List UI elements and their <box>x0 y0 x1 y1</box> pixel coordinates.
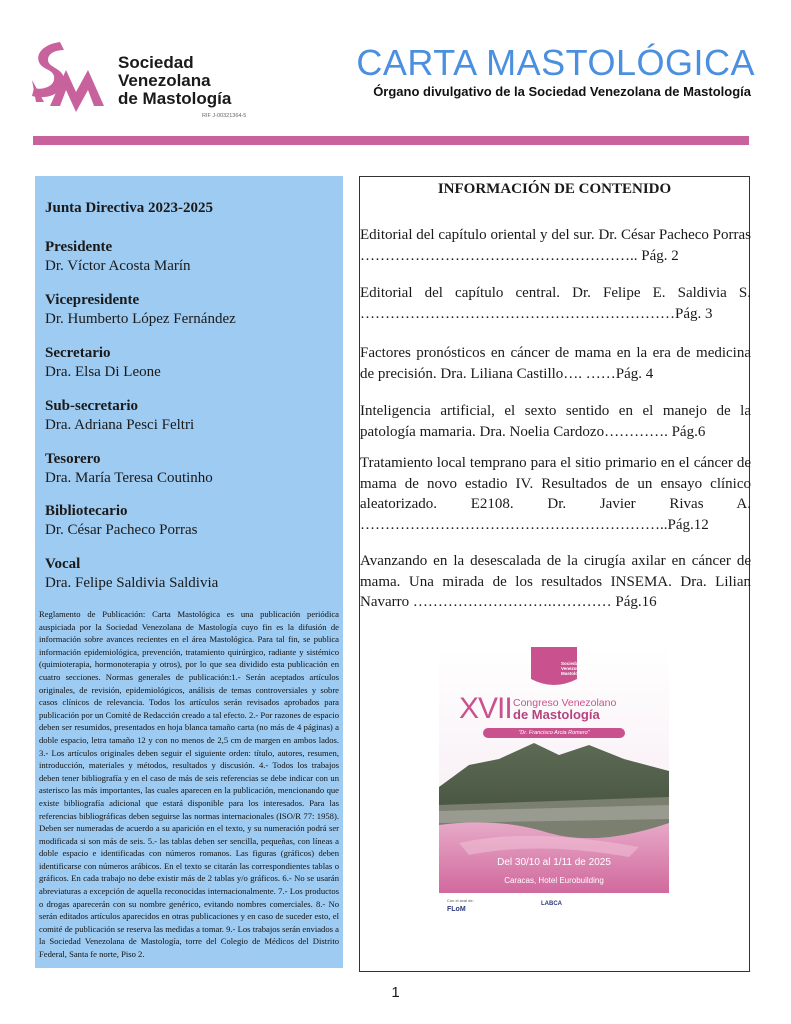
role-name: Dra. Adriana Pesci Feltri <box>45 417 195 433</box>
board-role <box>45 291 236 329</box>
board-panel <box>35 176 343 968</box>
poster-place: Caracas, Hotel Eurobuilding <box>504 876 604 885</box>
sponsor-logo: FLoM <box>447 906 466 913</box>
role-title: Secretario <box>45 345 111 361</box>
publication-rules: Reglamento de Publicación: Carta Mastológica es una publicación periódica auspiciada por la Sociedad Venezolana de Mastología cuyo fin es la difusión de información sobre avances recientes en el área Mastológica. Para tal fin, se publica información epidemiológica, prevención, tratamiento quirúrgico, radiante y sistémico (quimioterapia, hormonoterapia y otros), por lo que sea dividido esta publicación en cuatro secciones. Normas generales de publicación:1.- Serán aceptados artículos originales, de revisión, epidemiológicos, análisis de temas controversiales y sobre casos clínicos de relevancia. Todos los artículos serán revisados aprobados para publicación por un Comité de Redacción creado a tal efecto. 2.- Por razones de espacio deben ser resumidos, presentados en hoja blanca tamaño carta (no más de 4 páginas) a doble espacio, letra tamaño 12 y con no menos de 2,5 cm de margen en ambos lados. 3.- Los artículos originales deben seguir el siguiente orden: título, autores, resumen, introducción, materiales y métodos, resultados y discusión. 4.- Todos los trabajos deben tener bibliografía y en el caso de más de seis referencias se debe indicar con un asterisco las más importantes, las cuales aparecen en la publicación, mencionando que existe bibliografía adicional que estará disponible para los interesados. Para las referencias bibliográficas deben seguirse las normas internacionales (ISO/R 77: 1958). Deben ser numeradas de acuerdo a su aparición en el texto, y su numeración podrá ser modificada si son más de seis. 5.- las tablas deben ser sencilla, pequeñas, con líneas a doble espacio e identificadas con números romanos. Las figuras (gráficos) deben identificarse con números arábicos. En el texto se citarán las correspondientes tablas o gráficos. En cada trabajo no debe existir más de 2 tablas y/o gráficos. 6.- No se usarán abreviaturas a excepción de aquella reconocidas internacionalmente. 7.- Los productos o drogas aparecerán con su nombre genérico, evitando nombres comerciales. 8.- No serán editados artículos aparecidos en otras publicaciones y en caso de suceder esto, el comité de publicación se reserva las medidas a tomar. 9.- Los trabajos serán enviados a la Sociedad Venezolana de Mastología, torre del Colegio de Médicos del Distrito Federal, Santa fe norte, Piso 2. <box>39 609 339 960</box>
role-title: Sub-secretario <box>45 398 139 414</box>
board-title: Junta Directiva 2023-2025 <box>45 200 214 216</box>
role-name: Dra. Elsa Di Leone <box>45 364 161 380</box>
board-role <box>45 344 161 382</box>
society-logo <box>30 40 270 120</box>
board-role <box>45 555 218 593</box>
poster-edition: XVII <box>459 692 512 725</box>
rif-number: RIF J-00321364-5 <box>202 113 247 119</box>
toc-item[interactable]: Editorial del capítulo oriental y del sur. Dr. César Pacheco Porras ……………………………………………….. Pág. 2 <box>360 227 751 264</box>
header-divider <box>33 136 749 145</box>
magazine-subtitle: Órgano divulgativo de la Sociedad Venezolana de Mastología <box>373 84 751 99</box>
congress-poster <box>439 647 669 919</box>
poster-dates: Del 30/10 al 1/11 de 2025 <box>497 857 611 868</box>
role-title: Bibliotecario <box>45 503 128 519</box>
role-title: Tesorero <box>45 451 101 467</box>
toc-item[interactable]: Inteligencia artificial, el sexto sentido en el manejo de la patología mamaria. Dra. Noelia Cardozo…………. Pág.6 <box>360 403 751 440</box>
role-name: Dr. Humberto López Fernández <box>45 311 236 327</box>
board-role <box>45 502 197 540</box>
poster-aval: Con el aval de: <box>447 898 474 903</box>
role-name: Dra. Felipe Saldivia Saldivia <box>45 575 219 591</box>
page-number: 1 <box>391 984 400 1001</box>
poster-society: Sociedad Venezolana de Mastología <box>561 661 593 676</box>
toc-item[interactable]: Tratamiento local temprano para el sitio primario en el cáncer de mama de novo estadio IV. Resultados de un ensayo clínico aleatorizado. E2108. Dr. Javier Rivas A. ……………………………………………………..Pág.12 <box>360 455 751 533</box>
toc-item[interactable]: Factores pronósticos en cáncer de mama en la era de medicina de precisión. Dra. Liliana Castillo…. ……Pág. 4 <box>360 345 751 382</box>
society-name-line: de Mastología <box>118 89 232 108</box>
role-name: Dra. María Teresa Coutinho <box>45 470 213 486</box>
role-title: Vocal <box>45 556 81 572</box>
society-name-line: Venezolana <box>118 71 211 90</box>
society-name <box>118 54 231 108</box>
role-name: Dr. Víctor Acosta Marín <box>45 258 191 274</box>
board-role <box>45 397 194 435</box>
toc-item[interactable]: Avanzando en la desescalada de la cirugía axilar en cáncer de mama. Una mirada de los resultados INSEMA. Dra. Lilian Navarro ……………………….………… Pág.16 <box>360 553 751 610</box>
poster-honoree: "Dr. Francisco Arcia Romero" <box>483 728 625 738</box>
society-name-line: Sociedad <box>118 53 194 72</box>
role-title: Presidente <box>45 239 113 255</box>
toc-item[interactable]: Editorial del capítulo central. Dr. Felipe E. Saldivia S. ………………………………………………………Pág. 3 <box>360 285 751 322</box>
poster-congress: Congreso Venezolano <box>513 697 617 709</box>
role-title: Vicepresidente <box>45 292 140 308</box>
role-name: Dr. César Pacheco Porras <box>45 522 198 538</box>
svm-logo-icon <box>30 40 112 112</box>
magazine-title: CARTA MASTOLÓGICA <box>356 42 755 83</box>
board-role <box>45 238 191 276</box>
toc-heading: INFORMACIÓN DE CONTENIDO <box>437 181 672 197</box>
board-role <box>45 450 213 488</box>
sponsor-logo: LABCA <box>541 901 562 907</box>
poster-specialty: de Mastología <box>513 707 600 722</box>
